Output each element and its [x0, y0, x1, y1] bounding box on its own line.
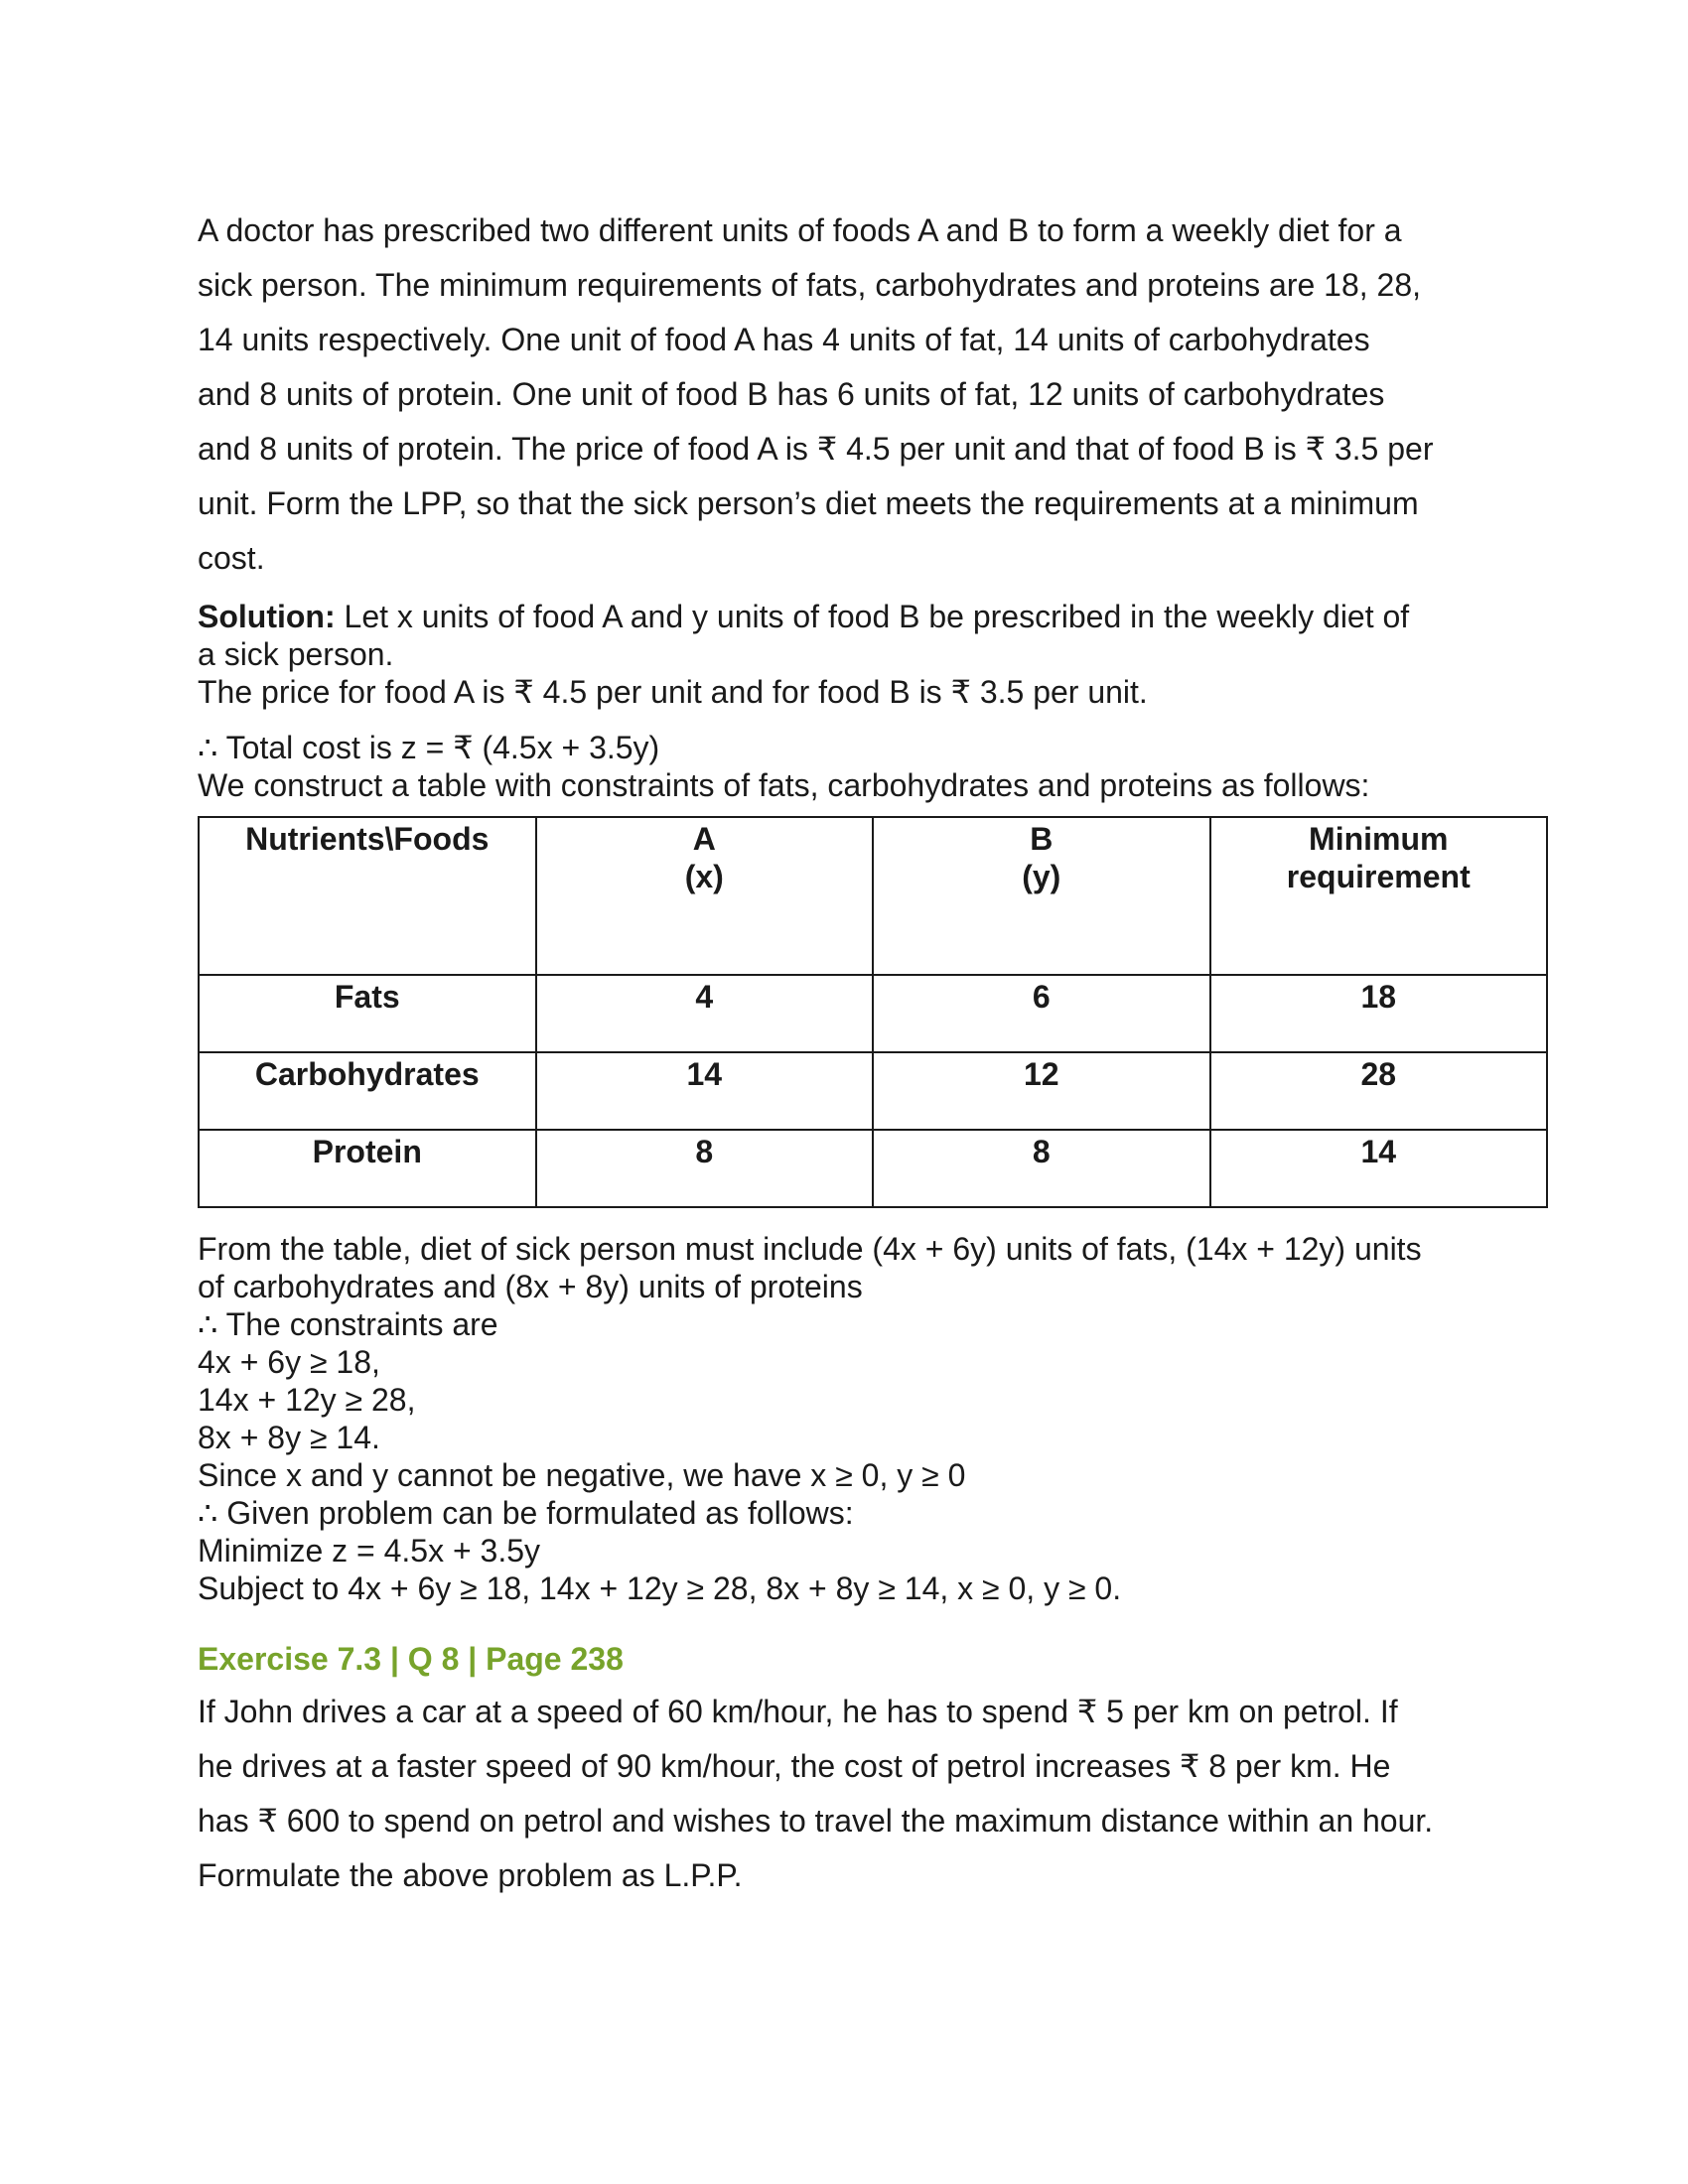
- cell-nutrient: Fats: [199, 975, 536, 1052]
- solution-line: ∴ Given problem can be formulated as follows:: [198, 1495, 854, 1531]
- header-cell-nutrients: [199, 817, 536, 975]
- header-label: B: [1030, 821, 1054, 857]
- header-cell-food-a: [536, 817, 874, 975]
- cell-food-a: 4: [536, 975, 874, 1052]
- exercise-heading: Exercise 7.3 | Q 8 | Page 238: [198, 1641, 624, 1677]
- question-line: 14 units respectively. One unit of food A has 4 units of fat, 14 units of carbohydrates: [198, 322, 1370, 357]
- nutrients-table: [198, 816, 1548, 1208]
- header-sublabel: requirement: [1286, 859, 1471, 894]
- solution-intro-line2: a sick person.: [198, 636, 394, 672]
- cell-minimum: 18: [1210, 975, 1548, 1052]
- question-line: sick person. The minimum requirements of fats, carbohydrates and proteins are 18, 28,: [198, 267, 1422, 303]
- price-line: The price for food A is ₹ 4.5 per unit and for food B is ₹ 3.5 per unit.: [198, 674, 1148, 710]
- objective-line: Minimize z = 4.5x + 3.5y: [198, 1533, 541, 1569]
- cell-food-a: 8: [536, 1130, 874, 1207]
- header-sublabel: (x): [684, 859, 724, 894]
- header-cell-minimum: [1210, 817, 1548, 975]
- solution-intro: [198, 598, 1548, 635]
- exercise-question: [198, 1685, 1548, 1903]
- table-row: [199, 1130, 1547, 1207]
- question-line: has ₹ 600 to spend on petrol and wishes to travel the maximum distance within an hour.: [198, 1803, 1434, 1839]
- cost-line: ∴ Total cost is z = ₹ (4.5x + 3.5y): [198, 730, 660, 765]
- header-cell-food-b: [873, 817, 1210, 975]
- header-label: Nutrients\Foods: [245, 821, 490, 857]
- header-label: Minimum: [1309, 821, 1449, 857]
- question-line: he drives at a faster speed of 90 km/hour, the cost of petrol increases ₹ 8 per km. He: [198, 1748, 1391, 1784]
- constraint-line: 4x + 6y ≥ 18,: [198, 1344, 380, 1380]
- constraint-line: 8x + 8y ≥ 14.: [198, 1420, 380, 1455]
- question-line: and 8 units of protein. One unit of food B has 6 units of fat, 12 units of carbohydrates: [198, 376, 1385, 412]
- solution-line: Since x and y cannot be negative, we have x ≥ 0, y ≥ 0: [198, 1457, 966, 1493]
- cell-minimum: 14: [1210, 1130, 1548, 1207]
- solution-line: of carbohydrates and (8x + 8y) units of proteins: [198, 1269, 863, 1304]
- table-intro: We construct a table with constraints of fats, carbohydrates and proteins as follows:: [198, 767, 1370, 803]
- cell-food-b: 6: [873, 975, 1210, 1052]
- question-line: If John drives a car at a speed of 60 km/hour, he has to spend ₹ 5 per km on petrol. If: [198, 1694, 1398, 1729]
- question-line: unit. Form the LPP, so that the sick person’s diet meets the requirements at a minimum: [198, 485, 1419, 521]
- constraints-block: [198, 1230, 1548, 1607]
- table-row: [199, 1052, 1547, 1130]
- cell-food-a: 14: [536, 1052, 874, 1130]
- solution-line: From the table, diet of sick person must include (4x + 6y) units of fats, (14x + 12y) units: [198, 1231, 1422, 1267]
- cell-nutrient: Protein: [199, 1130, 536, 1207]
- header-sublabel: (y): [1022, 859, 1061, 894]
- solution-line: ∴ The constraints are: [198, 1306, 498, 1342]
- question-line: and 8 units of protein. The price of food A is ₹ 4.5 per unit and that of food B is ₹ 3.5 per: [198, 431, 1434, 467]
- table-row: [199, 975, 1547, 1052]
- document-page: [198, 204, 1548, 1903]
- cell-food-b: 8: [873, 1130, 1210, 1207]
- cell-nutrient: Carbohydrates: [199, 1052, 536, 1130]
- question-line: cost.: [198, 540, 265, 576]
- constraint-line: 14x + 12y ≥ 28,: [198, 1382, 416, 1418]
- table-header-row: [199, 817, 1547, 975]
- subject-to-line: Subject to 4x + 6y ≥ 18, 14x + 12y ≥ 28, 8x + 8y ≥ 14, x ≥ 0, y ≥ 0.: [198, 1570, 1122, 1606]
- solution-label: Solution:: [198, 599, 336, 634]
- question-text: [198, 204, 1548, 586]
- cell-minimum: 28: [1210, 1052, 1548, 1130]
- question-line: A doctor has prescribed two different units of foods A and B to form a weekly diet for a: [198, 212, 1402, 248]
- cell-food-b: 12: [873, 1052, 1210, 1130]
- solution-intro-text: Let x units of food A and y units of food B be prescribed in the weekly diet of: [335, 599, 1410, 634]
- header-label: A: [692, 821, 716, 857]
- question-line: Formulate the above problem as L.P.P.: [198, 1857, 743, 1893]
- solution-block: [198, 598, 1548, 804]
